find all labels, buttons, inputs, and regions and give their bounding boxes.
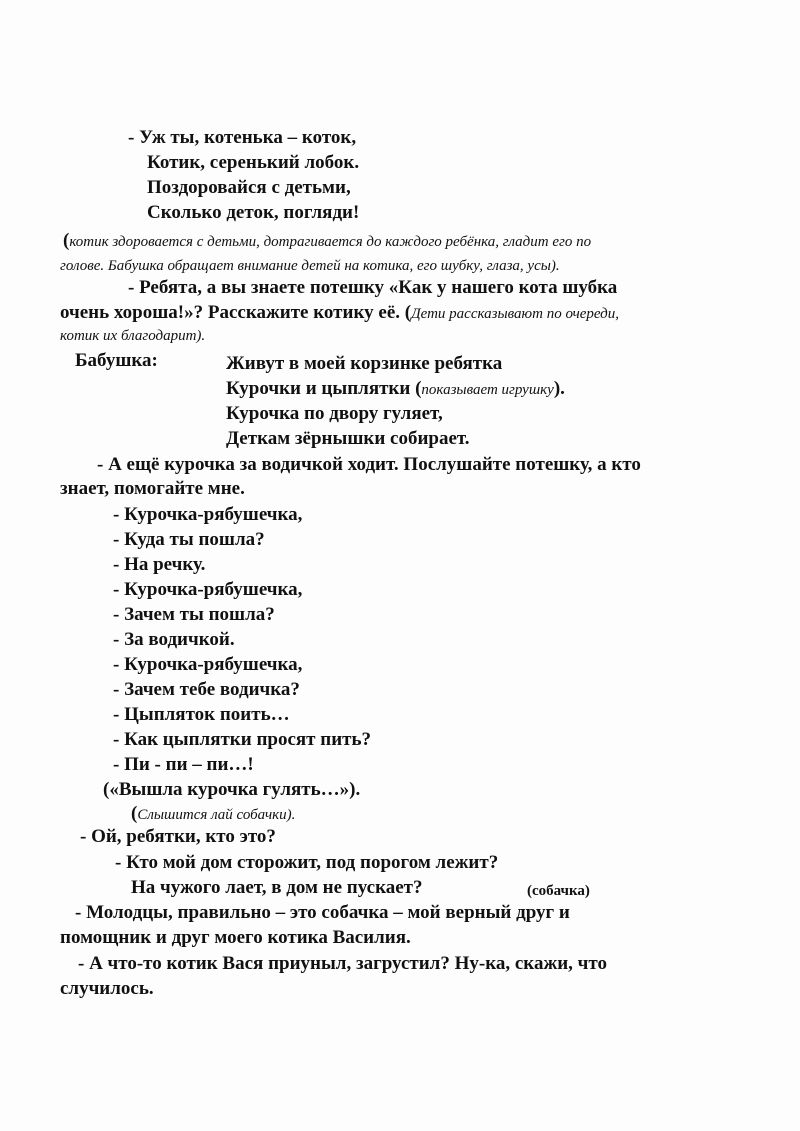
dialogue-line: - Курочка-рябушечка, xyxy=(113,654,303,675)
paragraph-line: очень хороша!»? Расскажите котику её. (Дети рассказывают по очереди, xyxy=(60,302,620,323)
song-title: («Вышла курочка гулять…»). xyxy=(103,779,361,800)
verse-line: Котик, серенький лобок. xyxy=(147,152,360,173)
stage-note: (Слышится лай собачки). xyxy=(131,803,296,824)
dialogue-line: - Пи - пи – пи…! xyxy=(113,754,254,775)
dialogue-line: - Как цыплятки просят пить? xyxy=(113,729,372,750)
verse-line: Курочки и цыплятки (показывает игрушку). xyxy=(226,378,565,399)
dialogue-line: - Куда ты пошла? xyxy=(113,529,265,550)
dialogue-line: - Курочка-рябушечка, xyxy=(113,504,303,525)
dialogue-line: - Зачем тебе водичка? xyxy=(113,679,300,700)
dialogue-line: - На речку. xyxy=(113,554,206,575)
paragraph-line: - А ещё курочка за водичкой ходит. Послушайте потешку, а кто xyxy=(97,454,641,475)
verse-line: Курочка по двору гуляет, xyxy=(226,403,443,424)
dialogue-line: - Цыпляток поить… xyxy=(113,704,290,725)
verse-line: Деткам зёрнышки собирает. xyxy=(226,428,470,449)
dialogue-line: - За водичкой. xyxy=(113,629,235,650)
paragraph-line: помощник и друг моего котика Василия. xyxy=(60,927,411,948)
dialogue-line: - Зачем ты пошла? xyxy=(113,604,275,625)
paragraph-line: - Ой, ребятки, кто это? xyxy=(80,826,276,847)
riddle-line: - Кто мой дом сторожит, под порогом лежит? xyxy=(115,852,499,873)
paragraph-line: - Ребята, а вы знаете потешку «Как у нашего кота шубка xyxy=(128,277,618,298)
speaker-label: Бабушка: xyxy=(75,350,158,371)
paragraph-line: знает, помогайте мне. xyxy=(60,478,245,499)
paragraph-line: случилось. xyxy=(60,978,154,999)
riddle-answer: (собачка) xyxy=(527,883,590,899)
stage-note: (котик здоровается с детьми, дотрагивается до каждого ребёнка, гладит его по xyxy=(63,230,592,251)
verse-line: Живут в моей корзинке ребятка xyxy=(226,353,503,374)
stage-note: котик их благодарит). xyxy=(60,328,206,344)
verse-line: - Уж ты, котенька – коток, xyxy=(128,127,357,148)
paragraph-line: - Молодцы, правильно – это собачка – мой верный друг и xyxy=(75,902,570,923)
dialogue-line: - Курочка-рябушечка, xyxy=(113,579,303,600)
verse-line: Поздоровайся с детьми, xyxy=(147,177,351,198)
riddle-line: На чужого лает, в дом не пускает? xyxy=(131,877,423,898)
stage-note: голове. Бабушка обращает внимание детей на котика, его шубку, глаза, усы). xyxy=(60,258,560,274)
paragraph-line: - А что-то котик Вася приуныл, загрустил? Ну-ка, скажи, что xyxy=(78,953,607,974)
verse-line: Сколько деток, погляди! xyxy=(147,202,360,223)
